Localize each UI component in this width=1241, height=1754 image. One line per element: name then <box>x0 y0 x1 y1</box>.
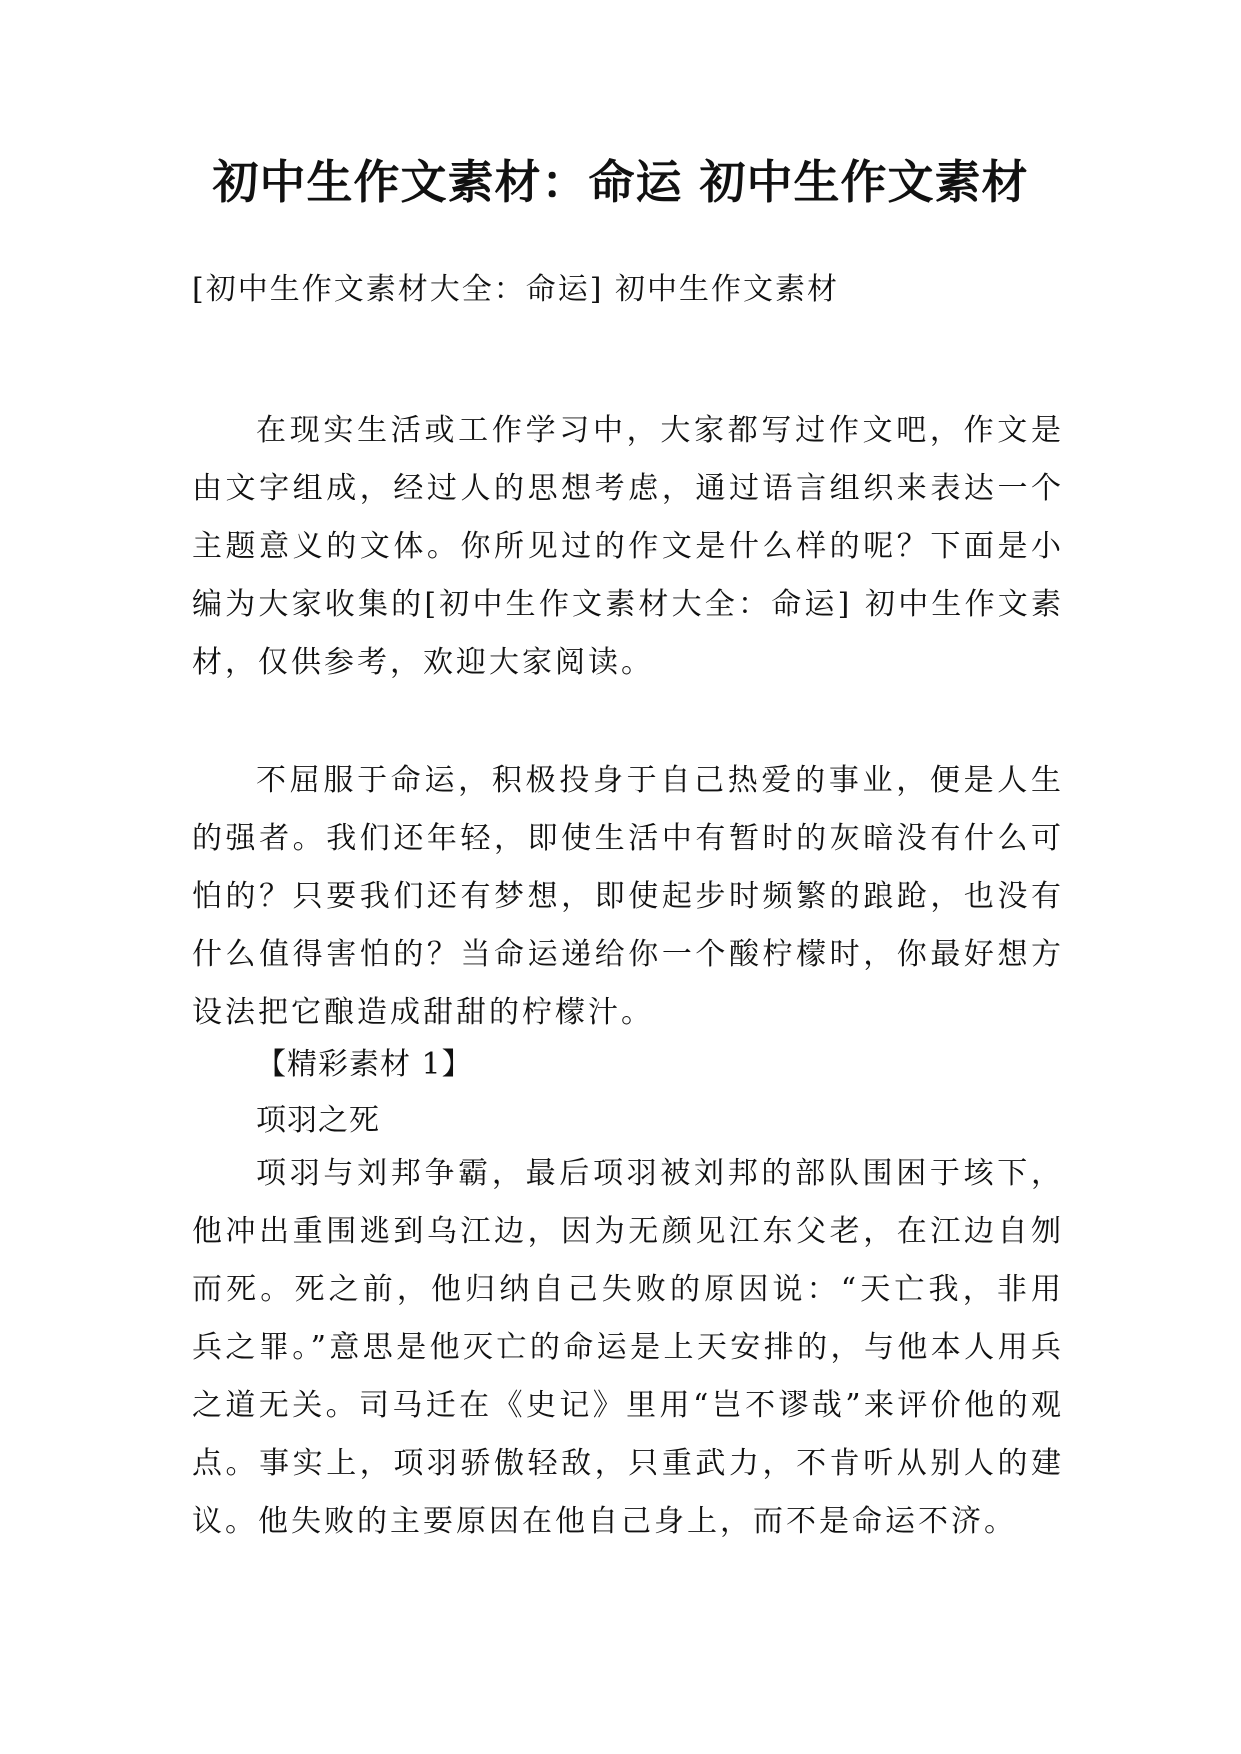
document-title: 初中生作文素材：命运 初中生作文素材 <box>212 155 1029 209</box>
material-heading: 【精彩素材 1】 <box>256 1047 473 1082</box>
document-subtitle: [初中生作文素材大全：命运] 初中生作文素材 <box>192 272 839 307</box>
story-paragraph: 项羽与刘邦争霸，最后项羽被刘邦的部队围困于垓下，他冲出重围逃到乌江边，因为无颜见江东父老，在江边自刎而死。死之前，他归纳自己失败的原因说：“天亡我，非用兵之罪。”意思是他灭亡的命运是上天安排的，与他本人用兵之道无关。司马迁在《史记》里用“岂不谬哉”来评价他的观点。事实上，项羽骄傲轻敌，只重武力，不肯听从别人的建议。他失败的主要原因在他自己身上，而不是命运不济。 <box>192 1156 1064 1539</box>
material-subtitle: 项羽之死 <box>256 1103 380 1138</box>
main-paragraph: 不屈服于命运，积极投身于自己热爱的事业，便是人生的强者。我们还年轻，即使生活中有暂时的灰暗没有什么可怕的？只要我们还有梦想，即使起步时频繁的踉跄，也没有什么值得害怕的？当命运递给你一个酸柠檬时，你最好想方设法把它酿造成甜甜的柠檬汁。 <box>192 763 1064 1030</box>
intro-paragraph: 在现实生活或工作学习中，大家都写过作文吧，作文是由文字组成，经过人的思想考虑，通过语言组织来表达一个主题意义的文体。你所见过的作文是什么样的呢？下面是小编为大家收集的[初中生作文素材大全：命运] 初中生作文素材，仅供参考，欢迎大家阅读。 <box>192 413 1064 680</box>
